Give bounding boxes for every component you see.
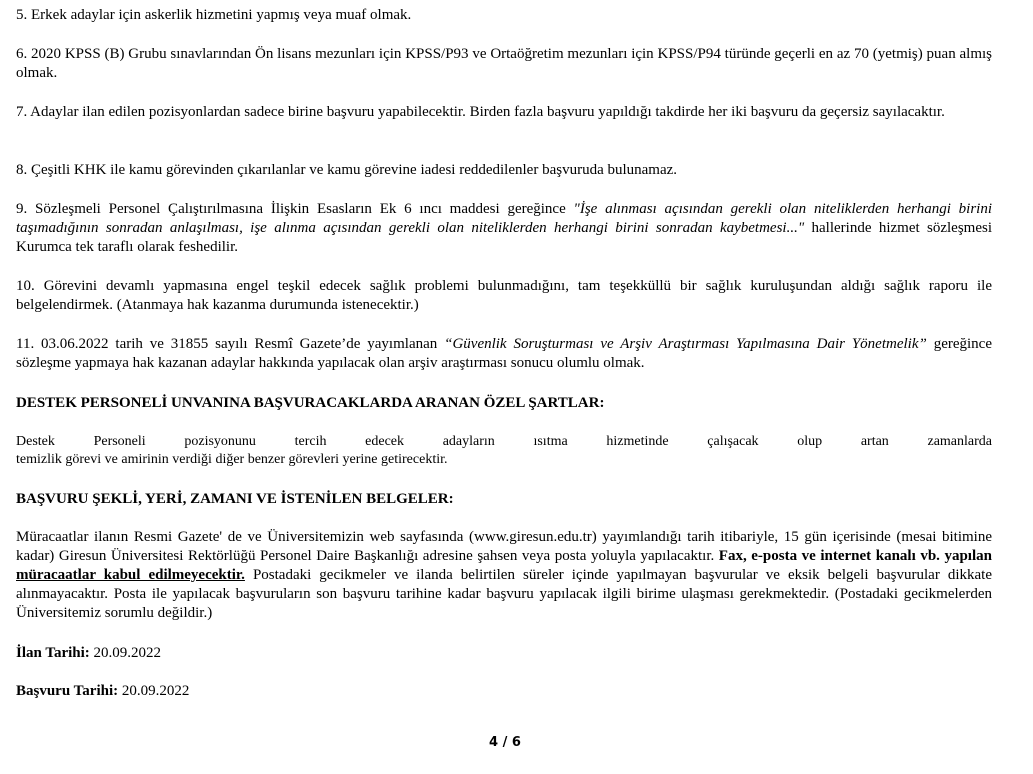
ilan-tarihi-value: 20.09.2022: [89, 645, 162, 661]
item-10: 10. Görevini devamlı yapmasına engel teşkil edecek sağlık problemi bulunmadığını, tam teşekküllü bir sağlık kuruluşundan aldığı sağlık raporu ile belgelendirmek. (Atanmaya hak kazanma durumunda istenecektir.): [16, 278, 992, 313]
basvuru-tarihi: [16, 682, 992, 701]
item-9-quote: "İşe alınması açısından gerekli olan niteliklerden herhangi birini taşımadığının sonradan anlaşılması, işe alınma açısından gerekli olan niteliklerden herhangi birini sonradan kaybetmesi...": [16, 201, 992, 236]
item-5: 5. Erkek adaylar için askerlik hizmetini yapmış veya muaf olmak.: [16, 7, 412, 23]
basvuru-text-post: Postadaki gecikmeler ve ilanda belirtilen süreler içinde yapılmayan başvurular ve eksik belgeli başvurular dikkate alınmayacaktır. Posta ile yapılacak başvuruların son başvuru tarihine kadar başvuru yapılacak ilgili birime ulaşması gerekmektedir. (Postadaki gecikmelerden Üniversitemiz sorumlu değildir.): [16, 567, 992, 621]
basvuru-text-bold-underline: müracaatlar kabul edilmeyecektir.: [16, 567, 245, 583]
basvuru-text-bold: Fax, e-posta ve internet kanalı vb. yapılan: [718, 548, 992, 564]
item-7: 7. Adaylar ilan edilen pozisyonlardan sadece birine başvuru yapabilecektir. Birden fazla başvuru yapıldığı takdirde her iki başvuru da geçersiz sayılacaktır.: [16, 104, 945, 120]
ilan-tarihi-label: İlan Tarihi:: [16, 645, 90, 661]
destek-text: [16, 433, 992, 469]
basvuru-tarihi-value: 20.09.2022: [118, 683, 190, 699]
destek-line-2: temizlik görevi ve amirinin verdiği diğer benzer görevleri yerine getirecektir.: [16, 452, 448, 467]
ilan-tarihi: [16, 644, 992, 663]
item-8: 8. Çeşitli KHK ile kamu görevinden çıkarılanlar ve kamu görevine iadesi reddedilenler başvuruda bulunamaz.: [16, 162, 678, 178]
item-9-pre: 9. Sözleşmeli Personel Çalıştırılmasına İlişkin Esasların Ek 6 ıncı maddesi gereğince: [16, 201, 574, 217]
destek-heading: DESTEK PERSONELİ UNVANINA BAŞVURACAKLARDA ARANAN ÖZEL ŞARTLAR:: [16, 395, 605, 411]
basvuru-text-pre: Müracaatlar ilanın Resmi Gazete' de ve Üniversitemizin web sayfasında (www.giresun.edu.tr) yayımlandığı tarih itibariyle, 15 gün içerisinde (mesai bitimine kadar) Giresun Üniversitesi Rektörlüğü Personel Daire Başkanlığı adresine şahsen veya posta yoluyla yapılacaktır.: [16, 529, 992, 564]
basvuru-text: [16, 528, 992, 623]
basvuru-tarihi-label: Başvuru Tarihi:: [16, 683, 119, 699]
item-11-post: gereğince sözleşme yapmaya hak kazanan adaylar hakkında yapılacak olan arşiv araştırması sonucu olumlu olmak.: [16, 336, 992, 371]
destek-line-1: Destek Personeli pozisyonunu tercih edecek adayların ısıtma hizmetinde çalışacak olup artan zamanlarda: [16, 434, 992, 449]
item-11-quote: “Güvenlik Soruşturması ve Arşiv Araştırması Yapılmasına Dair Yönetmelik”: [444, 336, 927, 352]
item-11: [16, 335, 992, 373]
basvuru-heading: BAŞVURU ŞEKLİ, YERİ, ZAMANI VE İSTENİLEN BELGELER:: [16, 491, 454, 507]
item-6: 6. 2020 KPSS (B) Grubu sınavlarından Ön lisans mezunları için KPSS/P93 ve Ortaöğretim mezunları için KPSS/P94 türünde geçerli en az 70 (yetmiş) puan almış olmak.: [16, 46, 992, 81]
item-9: [16, 200, 992, 257]
item-9-post: hallerinde hizmet sözleşmesi Kurumca tek taraflı olarak feshedilir.: [16, 220, 993, 255]
item-11-pre: 11. 03.06.2022 tarih ve 31855 sayılı Resmî Gazete’de yayımlanan: [16, 336, 445, 352]
page-number: 4 / 6: [489, 735, 521, 750]
